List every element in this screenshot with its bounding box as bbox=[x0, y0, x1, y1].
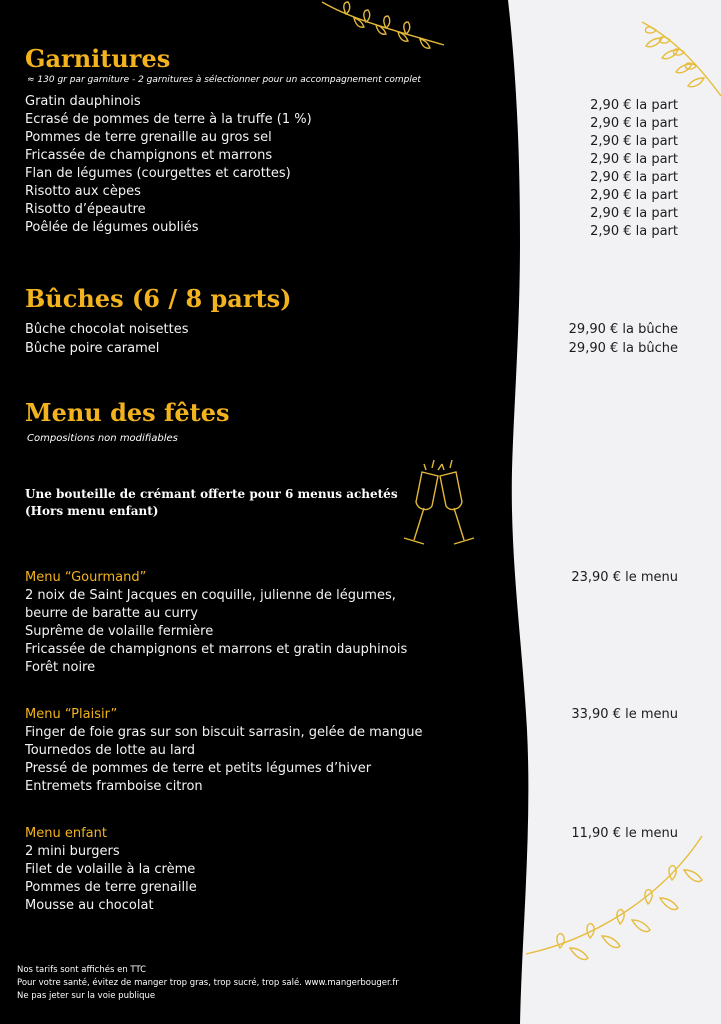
menu-enfant-line: Mousse au chocolat bbox=[25, 898, 154, 913]
cremant-offer-line: (Hors menu enfant) bbox=[25, 504, 159, 518]
garniture-price: 2,90 € la part bbox=[590, 98, 678, 113]
menu-gourmand-line: 2 noix de Saint Jacques en coquille, julienne de légumes, bbox=[25, 588, 396, 603]
buche-name: Bûche chocolat noisettes bbox=[25, 322, 189, 337]
menu-enfant-price: 11,90 € le menu bbox=[571, 826, 678, 841]
menu-gourmand-price: 23,90 € le menu bbox=[571, 570, 678, 585]
menu-enfant-line: Filet de volaille à la crème bbox=[25, 862, 196, 877]
menu-enfant-line: 2 mini burgers bbox=[25, 844, 120, 859]
garniture-name: Risotto d’épeautre bbox=[25, 202, 146, 217]
menu-fetes-title: Menu des fêtes bbox=[25, 398, 230, 427]
menu-plaisir-line: Finger de foie gras sur son biscuit sarrasin, gelée de mangue bbox=[25, 725, 423, 740]
garniture-name: Fricassée de champignons et marrons bbox=[25, 148, 273, 163]
menu-gourmand-line: beurre de baratte au curry bbox=[25, 606, 198, 621]
garniture-price: 2,90 € la part bbox=[590, 134, 678, 149]
menu-plaisir-line: Entremets framboise citron bbox=[25, 779, 203, 794]
garniture-price: 2,90 € la part bbox=[590, 224, 678, 239]
buche-price: 29,90 € la bûche bbox=[568, 322, 678, 337]
menu-enfant-name: Menu enfant bbox=[25, 826, 107, 841]
footer-recycle: Ne pas jeter sur la voie publique bbox=[17, 991, 156, 1001]
menu-plaisir-price: 33,90 € le menu bbox=[571, 707, 678, 722]
garniture-name: Gratin dauphinois bbox=[25, 94, 141, 109]
garniture-name: Flan de légumes (courgettes et carottes) bbox=[25, 166, 291, 181]
garnitures-note: ≈ 130 gr par garniture - 2 garnitures à sélectionner pour un accompagnement complet bbox=[27, 75, 421, 85]
menu-gourmand-line: Forêt noire bbox=[25, 660, 96, 675]
garniture-name: Risotto aux cèpes bbox=[25, 184, 141, 199]
garniture-price: 2,90 € la part bbox=[590, 152, 678, 167]
buche-price: 29,90 € la bûche bbox=[568, 341, 678, 356]
footer-health: Pour votre santé, évitez de manger trop gras, trop sucré, trop salé. www.mangerbouger.fr bbox=[17, 978, 399, 988]
menu-plaisir-line: Tournedos de lotte au lard bbox=[25, 743, 195, 758]
cremant-offer-line: Une bouteille de crémant offerte pour 6 menus achetés bbox=[25, 487, 398, 501]
garniture-name: Ecrasé de pommes de terre à la truffe (1 %) bbox=[25, 112, 312, 127]
menu-plaisir-name: Menu “Plaisir” bbox=[25, 707, 118, 722]
buche-name: Bûche poire caramel bbox=[25, 341, 160, 356]
garniture-name: Poêlée de légumes oubliés bbox=[25, 220, 199, 235]
menu-enfant-line: Pommes de terre grenaille bbox=[25, 880, 197, 895]
garniture-price: 2,90 € la part bbox=[590, 206, 678, 221]
garnitures-title: Garnitures bbox=[25, 44, 171, 73]
garniture-name: Pommes de terre grenaille au gros sel bbox=[25, 130, 272, 145]
cremant-offer bbox=[25, 486, 398, 520]
buches-title: Bûches (6 / 8 parts) bbox=[25, 284, 292, 313]
garniture-price: 2,90 € la part bbox=[590, 170, 678, 185]
menu-fetes-note: Compositions non modifiables bbox=[27, 433, 178, 444]
menu-gourmand-name: Menu “Gourmand” bbox=[25, 570, 147, 585]
footer-ttc: Nos tarifs sont affichés en TTC bbox=[17, 965, 147, 975]
menu-plaisir-line: Pressé de pommes de terre et petits légumes d’hiver bbox=[25, 761, 372, 776]
menu-gourmand-line: Suprême de volaille fermière bbox=[25, 624, 214, 639]
menu-gourmand-line: Fricassée de champignons et marrons et gratin dauphinois bbox=[25, 642, 408, 657]
garniture-price: 2,90 € la part bbox=[590, 188, 678, 203]
garniture-price: 2,90 € la part bbox=[590, 116, 678, 131]
